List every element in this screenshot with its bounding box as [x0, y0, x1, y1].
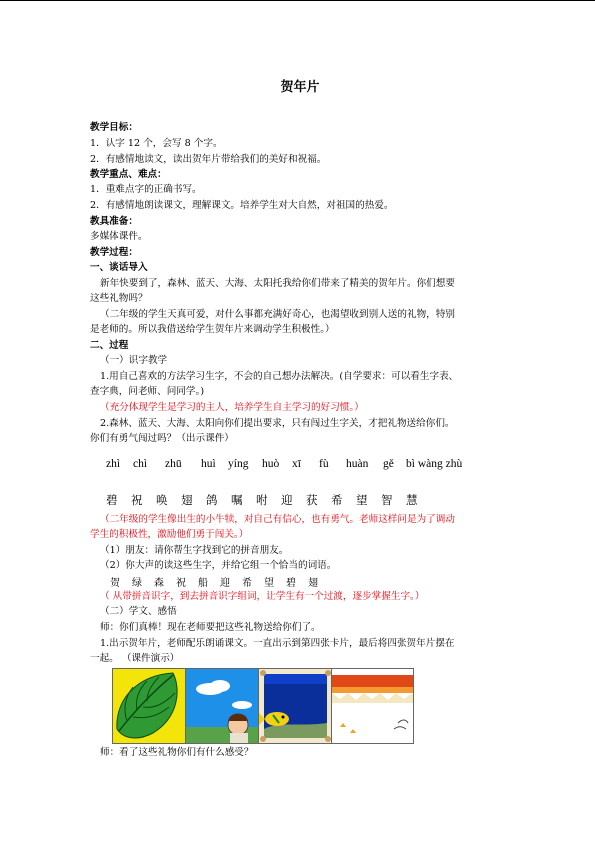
- forest-card-image: [112, 668, 187, 744]
- top-rule: [0, 0, 595, 1]
- character-item: 船: [198, 578, 208, 589]
- pinyin-item: huàn: [346, 458, 369, 470]
- materials-text: 多媒体课件。: [90, 231, 148, 242]
- character-item: 贺: [110, 578, 120, 589]
- sky-card-image: [185, 668, 260, 744]
- part2-heading: 二、过程: [90, 340, 129, 351]
- pinyin-item: huì: [201, 458, 216, 470]
- character-item: 咐: [256, 493, 268, 507]
- character-item: 迎: [281, 493, 293, 507]
- character-item: 获: [306, 493, 318, 507]
- pinyin-item: yíng: [228, 458, 249, 470]
- teaching-note-red: 学生的积极性，激励他们勇于闯关。）: [90, 529, 249, 540]
- character-item: 慧: [406, 493, 418, 507]
- paragraph-line: （1）朋友：请你帮生字找到它的拼音朋友。: [100, 545, 289, 556]
- sunset-icon: [332, 669, 413, 743]
- sun-card-image: [331, 668, 414, 744]
- paragraph-line: 师：看了这些礼物你们有什么感受？: [100, 747, 254, 758]
- paragraph-line: 一起。 （课件演示）: [90, 653, 180, 664]
- fish-icon: [259, 669, 332, 743]
- pinyin-item: gě: [383, 458, 394, 470]
- paragraph-line: 你们有勇气闯过吗？（出示课件）: [90, 433, 234, 444]
- pinyin-item: zhì: [106, 458, 121, 470]
- character-item: 嘱: [231, 493, 243, 507]
- character-item: 望: [356, 493, 368, 507]
- character-item: 迎: [220, 578, 230, 589]
- objective-item: 1．认字 12 个，会写 8 个字。: [90, 138, 223, 149]
- character-item: 碧: [286, 578, 296, 589]
- character-item: 唤: [156, 493, 168, 507]
- paragraph-line: （二年级的学生天真可爱，对什么事都充满好奇心，也渴望收到别人送的礼物，特别: [100, 309, 455, 320]
- teaching-note-red: （二年级的学生像出生的小牛犊，对自己有信心，也有勇气。老师这样问是为了调动: [100, 514, 455, 525]
- pinyin-item: zhū: [165, 458, 182, 470]
- objectives-heading: 教学目标：: [90, 122, 138, 133]
- pinyin-item: bì wàng zhù: [406, 458, 463, 470]
- subsection-heading: （二）学文、感悟: [100, 606, 177, 617]
- character-item: 希: [331, 493, 343, 507]
- character-item: 绿: [132, 578, 142, 589]
- pinyin-item: chì: [133, 458, 148, 470]
- paragraph-line: 1.出示贺年片，老师配乐朗诵课文。一直出示到第四张卡片，最后将四张贺年片摆在: [100, 638, 455, 649]
- pinyin-item: fù: [319, 458, 329, 470]
- sky-child-icon: [186, 669, 259, 743]
- greeting-card-images: [112, 668, 412, 744]
- pinyin-item: xī: [292, 458, 301, 470]
- paragraph-line: 师：你们真棒！现在老师要把这些礼物送给你们了。: [100, 622, 321, 633]
- character-item: 森: [154, 578, 164, 589]
- materials-heading: 教具准备：: [90, 216, 138, 227]
- process-heading: 教学过程：: [90, 247, 138, 258]
- teaching-note-red: （ 从带拼音识字，到去拼音识字组词，让学生有一个过渡，逐步掌握生字。）: [100, 591, 425, 602]
- pinyin-item: huò: [262, 458, 280, 470]
- subsection-heading: （一）识字教学: [100, 355, 168, 366]
- paragraph-line: 2.森林、蓝天、大海、太阳向你们提出要求，只有闯过生字关，才把礼物送给你们。: [100, 418, 455, 429]
- character-item: 希: [242, 578, 252, 589]
- character-item: 智: [381, 493, 393, 507]
- key-points-heading: 教学重点、难点：: [90, 169, 167, 180]
- paragraph-line: 这些礼物吗？: [90, 293, 148, 304]
- part1-heading: 一、谈话导入: [90, 262, 148, 273]
- character-item: 翅: [308, 578, 318, 589]
- objective-item: 2．有感情地读文，读出贺年片带给我们的美好和祝福。: [90, 154, 327, 165]
- character-item: 翅: [181, 493, 193, 507]
- character-item: 望: [264, 578, 274, 589]
- teaching-note-red: （充分体现学生是学习的主人，培养学生自主学习的好习惯。）: [100, 402, 364, 413]
- paragraph-line: 新年快要到了，森林、蓝天、大海、太阳托我给你们带来了精美的贺年片。你们想要: [100, 278, 455, 289]
- character-item: 鸽: [206, 493, 218, 507]
- key-point-item: 2．有感情地朗读课文，理解课文。培养学生对大自然，对祖国的热爱。: [90, 200, 394, 211]
- paragraph-line: 是老师的。所以我借送给学生贺年片来调动学生积极性。）: [90, 324, 335, 335]
- character-item: 祝: [176, 578, 186, 589]
- pinyin-row: [106, 458, 506, 474]
- leaf-icon: [113, 669, 186, 743]
- character-row: [110, 574, 410, 588]
- character-row: [106, 492, 506, 508]
- sea-card-image: [258, 668, 333, 744]
- paragraph-line: （2）你大声的读这些生字，并给它组一个恰当的词语。: [100, 560, 337, 571]
- paragraph-line: 1.用自己喜欢的方法学习生字，不会的自己想办法解决。(自学要求：可以看生字表、: [100, 371, 459, 382]
- page-title: 贺年片: [280, 80, 320, 95]
- paragraph-line: 查字典，问老师、问同学。): [90, 386, 205, 397]
- key-point-item: 1．重难点字的正确书写。: [90, 184, 202, 195]
- character-item: 碧: [106, 493, 118, 507]
- character-item: 祝: [131, 493, 143, 507]
